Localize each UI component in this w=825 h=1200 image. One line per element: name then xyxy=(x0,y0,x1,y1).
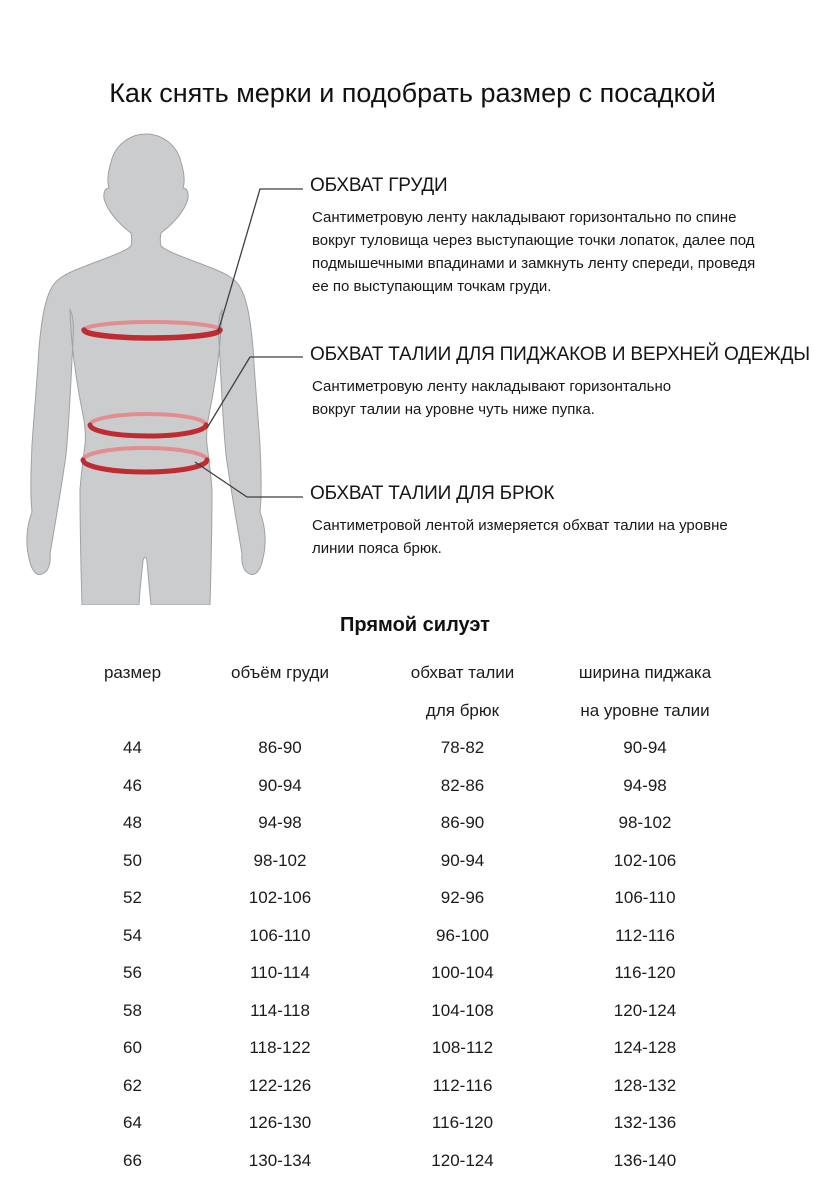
table-cell: 90-94 xyxy=(440,850,485,870)
table-cell: 52 xyxy=(123,888,142,907)
annotation-chest xyxy=(310,175,760,298)
annotation-heading: ОБХВАТ ГРУДИ xyxy=(310,175,448,196)
table-cell: 110-114 xyxy=(250,963,310,982)
annotation-text: Сантиметровой лентой измеряется обхват талии на уровне линии пояса брюк. xyxy=(312,517,728,557)
table-cell: 60 xyxy=(123,1038,142,1057)
table-row xyxy=(85,729,745,767)
table-cell: 92-96 xyxy=(440,888,485,907)
table-cell: 102-106 xyxy=(613,850,677,870)
table-cell: 58 xyxy=(123,1000,142,1020)
table-cell: 132-136 xyxy=(613,1113,677,1132)
table-cell: 94-98 xyxy=(258,813,302,832)
table-row xyxy=(85,917,745,955)
table-cell: 82-86 xyxy=(440,775,485,795)
table-cell: 136-140 xyxy=(613,1150,677,1170)
column-header-size: размер xyxy=(103,663,162,682)
table-row xyxy=(85,1029,745,1067)
table-row xyxy=(85,767,745,805)
table-cell: 86-90 xyxy=(440,813,485,832)
table-cell: 104-108 xyxy=(431,1000,494,1020)
table-cell: 116-120 xyxy=(431,1113,494,1132)
column-header-chest: объём груди xyxy=(231,663,329,682)
annotation-heading: ОБХВАТ ТАЛИИ ДЛЯ ПИДЖАКОВ И ВЕРХНЕЙ ОДЕЖДЫ xyxy=(310,344,810,365)
table-cell: 118-122 xyxy=(249,1038,311,1057)
table-row xyxy=(85,992,745,1030)
table-row xyxy=(85,804,745,842)
annotation-text: Сантиметровую ленту накладывают горизонтально по спине вокруг туловища через выступающие точки лопаток, далее под подмышечными впадинами и замкнуть ленту спереди, проведя ее по выступающим точкам груди. xyxy=(312,209,756,295)
table-cell: 90-94 xyxy=(623,738,667,757)
table-row xyxy=(85,879,745,917)
table-cell: 112-116 xyxy=(615,925,675,945)
table-cell: 66 xyxy=(123,1150,142,1170)
table-cell: 120-124 xyxy=(613,1000,677,1020)
table-cell: 44 xyxy=(123,738,142,757)
table-cell: 102-106 xyxy=(248,888,312,907)
table-cell: 116-120 xyxy=(614,963,676,982)
table-cell: 122-126 xyxy=(248,1075,312,1095)
table-cell: 48 xyxy=(123,813,142,832)
table-cell: 50 xyxy=(123,850,142,870)
column-header-jacket-width: ширина пиджака на уровне талии xyxy=(578,663,712,720)
size-table-header xyxy=(85,654,745,729)
size-table-body xyxy=(85,729,745,1179)
annotation-heading: ОБХВАТ ТАЛИИ ДЛЯ БРЮК xyxy=(310,483,555,504)
table-cell: 86-90 xyxy=(258,738,302,757)
table-cell: 112-116 xyxy=(432,1075,493,1095)
table-cell: 106-110 xyxy=(249,925,311,945)
table-cell: 62 xyxy=(123,1075,142,1095)
table-cell: 96-100 xyxy=(436,925,489,945)
body-silhouette-path xyxy=(27,134,265,605)
column-header-trouser-waist: обхват талии для брюк xyxy=(410,663,515,720)
table-cell: 124-128 xyxy=(613,1038,677,1057)
table-cell: 78-82 xyxy=(440,738,485,757)
table-cell: 130-134 xyxy=(248,1150,312,1170)
table-row xyxy=(85,954,745,992)
table-row xyxy=(85,1067,745,1105)
table-cell: 46 xyxy=(123,775,142,795)
table-cell: 114-118 xyxy=(250,1000,310,1020)
table-cell: 128-132 xyxy=(613,1075,677,1095)
annotation-text: Сантиметровую ленту накладывают горизонтально вокруг талии на уровне чуть ниже пупка. xyxy=(312,378,672,418)
table-cell: 120-124 xyxy=(431,1150,494,1170)
table-cell: 56 xyxy=(123,963,142,982)
silhouette-svg xyxy=(15,130,305,605)
table-cell: 98-102 xyxy=(618,813,672,832)
table-cell: 126-130 xyxy=(248,1113,312,1132)
table-cell: 98-102 xyxy=(253,850,307,870)
table-cell: 94-98 xyxy=(623,775,667,795)
table-cell: 108-112 xyxy=(431,1038,494,1057)
size-table xyxy=(85,610,745,1179)
table-cell: 64 xyxy=(123,1113,142,1132)
table-row xyxy=(85,1104,745,1142)
page-title: Как снять мерки и подобрать размер с посадкой xyxy=(109,78,716,108)
annotation-trouser-waist xyxy=(310,483,774,560)
table-cell: 54 xyxy=(123,925,142,945)
table-cell: 100-104 xyxy=(431,963,494,982)
table-cell: 106-110 xyxy=(614,888,676,907)
table-cell: 90-94 xyxy=(258,775,302,795)
size-table-title: Прямой силуэт xyxy=(340,614,490,636)
annotation-jacket-waist xyxy=(310,344,810,421)
table-row xyxy=(85,842,745,880)
male-silhouette-figure xyxy=(15,130,305,605)
table-row xyxy=(85,1142,745,1180)
